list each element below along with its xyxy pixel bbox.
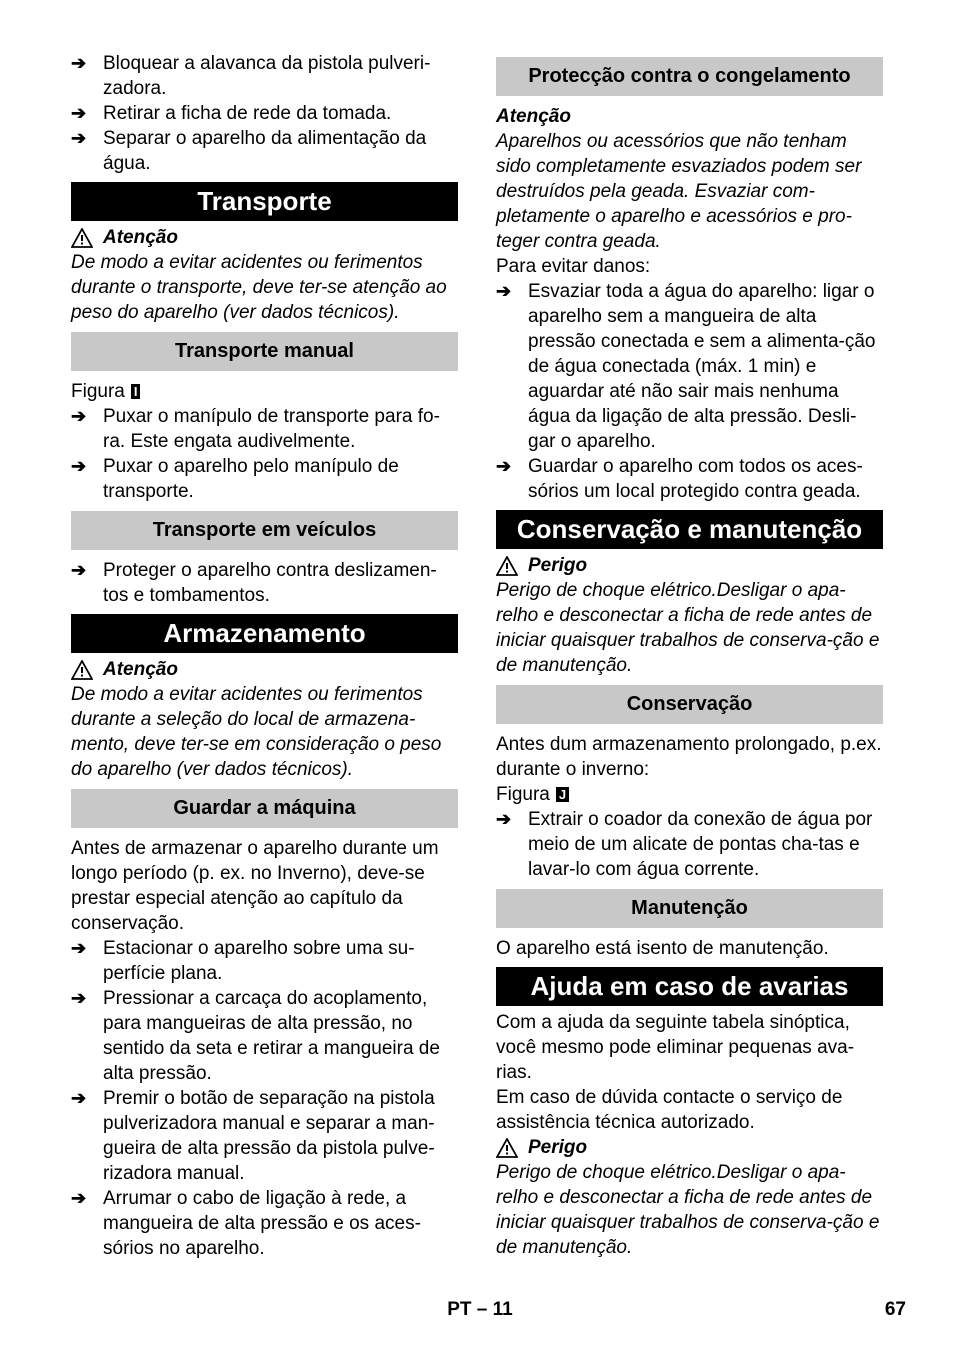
list-item: ➔ Retirar a ficha de rede da tomada. — [71, 103, 392, 124]
arrow-right-icon: ➔ — [71, 406, 87, 426]
subsection-heading-guardar: Guardar a máquina — [71, 789, 458, 828]
page-number: 67 — [884, 1299, 906, 1320]
list-item: ➔ Separar o aparelho da alimentação da água. — [71, 128, 427, 174]
list-item: ➔ Proteger o aparelho contra deslizamen-tos e tombamentos. — [71, 560, 437, 606]
section-heading-conservacao-manutencao: Conservação e manutenção — [496, 510, 883, 549]
subsection-heading-manutencao: Manutenção — [496, 889, 883, 928]
warning-triangle-icon — [496, 1138, 518, 1158]
warning-text: De modo a evitar acidentes ou ferimentos durante a seleção do local de armazena-mento, deve ter-se em consideração o peso do aparelho (ver dados técnicos). — [71, 684, 442, 780]
paragraph: Em caso de dúvida contacte o serviço de assistência técnica autorizado. — [496, 1087, 843, 1133]
paragraph: Antes dum armazenamento prolongado, p.ex. durante o inverno: — [496, 734, 882, 780]
section-heading-ajuda: Ajuda em caso de avarias — [496, 967, 883, 1006]
list-item: ➔ Extrair o coador da conexão de água por meio de um alicate de pontas cha-tas e lavar-lo com água corrente. — [496, 809, 873, 880]
list-item: ➔ Bloquear a alavanca da pistola pulveri-zadora. — [71, 53, 431, 99]
list-item: ➔ Estacionar o aparelho sobre uma su-perfície plana. — [71, 938, 415, 984]
section-heading-transporte: Transporte — [71, 182, 458, 221]
list-item: ➔ Puxar o manípulo de transporte para fo-ra. Este engata audivelmente. — [71, 406, 440, 452]
left-column — [71, 51, 458, 1261]
warning-text: Perigo de choque elétrico.Desligar o apa-relho e desconectar a ficha de rede antes de iniciar quaisquer trabalhos de conserva-ção e de manutenção. — [496, 580, 880, 676]
arrow-right-icon: ➔ — [71, 456, 87, 476]
arrow-right-icon: ➔ — [71, 988, 87, 1008]
warning-title: Atenção — [71, 225, 458, 250]
warning-title: Atenção — [496, 106, 571, 127]
warning-triangle-icon — [71, 660, 93, 680]
warning-triangle-icon — [496, 556, 518, 576]
arrow-right-icon: ➔ — [496, 809, 512, 829]
list-item: ➔ Guardar o aparelho com todos os aces-sórios um local protegido contra geada. — [496, 456, 863, 502]
figure-reference: Figura J — [496, 782, 883, 807]
list-item: ➔ Arrumar o cabo de ligação à rede, a mangueira de alta pressão e os aces-sórios no aparelho. — [71, 1188, 421, 1259]
list-item: ➔ Pressionar a carcaça do acoplamento, para mangueiras de alta pressão, no sentido da seta e retirar a mangueira de alta pressão. — [71, 988, 440, 1084]
warning-text: Perigo de choque elétrico.Desligar o apa-relho e desconectar a ficha de rede antes de iniciar quaisquer trabalhos de conserva-ção e de manutenção. — [496, 1162, 880, 1258]
arrow-right-icon: ➔ — [496, 456, 512, 476]
warning-title: Perigo — [496, 1135, 883, 1160]
warning-triangle-icon — [71, 228, 93, 248]
paragraph: Para evitar danos: — [496, 256, 651, 277]
arrow-right-icon: ➔ — [71, 1088, 87, 1108]
right-column — [496, 51, 883, 1260]
warning-text: De modo a evitar acidentes ou ferimentos durante o transporte, deve ter-se atenção ao peso do aparelho (ver dados técnicos). — [71, 252, 447, 323]
arrow-right-icon: ➔ — [71, 938, 87, 958]
subsection-heading-conservacao: Conservação — [496, 685, 883, 724]
paragraph: O aparelho está isento de manutenção. — [496, 938, 829, 959]
figure-reference: Figura I — [71, 379, 458, 404]
list-item: ➔ Puxar o aparelho pelo manípulo de transporte. — [71, 456, 399, 502]
list-item: ➔ Premir o botão de separação na pistola pulverizadora manual e separar a man-gueira de alta pressão da pistola pulve-rizadora manual. — [71, 1088, 435, 1184]
arrow-right-icon: ➔ — [71, 103, 87, 123]
warning-text: Aparelhos ou acessórios que não tenham sido completamente esvaziados podem ser destruídos pela geada. Esvaziar com-pletamente o aparelho e acessórios e pro-teger contra geada. — [496, 131, 862, 252]
list-item: ➔ Esvaziar toda a água do aparelho: ligar o aparelho sem a mangueira de alta pressão conectada e sem a alimenta-ção de água conectada (máx. 1 min) e aguardar até não sair mais nenhuma água da ligação de alta pressão. Desli-gar o aparelho. — [496, 281, 876, 452]
arrow-right-icon: ➔ — [496, 281, 512, 301]
subsection-heading-congelamento: Protecção contra o congelamento — [496, 57, 883, 96]
arrow-right-icon: ➔ — [71, 1188, 87, 1208]
arrow-right-icon: ➔ — [71, 128, 87, 148]
arrow-right-icon: ➔ — [71, 53, 87, 73]
paragraph: Com a ajuda da seguinte tabela sinóptica, você mesmo pode eliminar pequenas ava-rias. — [496, 1012, 855, 1083]
warning-title: Perigo — [496, 553, 883, 578]
page-label: PT – 11 — [447, 1299, 513, 1320]
arrow-right-icon: ➔ — [71, 560, 87, 580]
paragraph: Antes de armazenar o aparelho durante um longo período (p. ex. no Inverno), deve-se prestar especial atenção ao capítulo da conservação. — [71, 838, 439, 934]
subsection-heading-transporte-manual: Transporte manual — [71, 332, 458, 371]
subsection-heading-transporte-veiculos: Transporte em veículos — [71, 511, 458, 550]
section-heading-armazenamento: Armazenamento — [71, 614, 458, 653]
warning-title: Atenção — [71, 657, 458, 682]
